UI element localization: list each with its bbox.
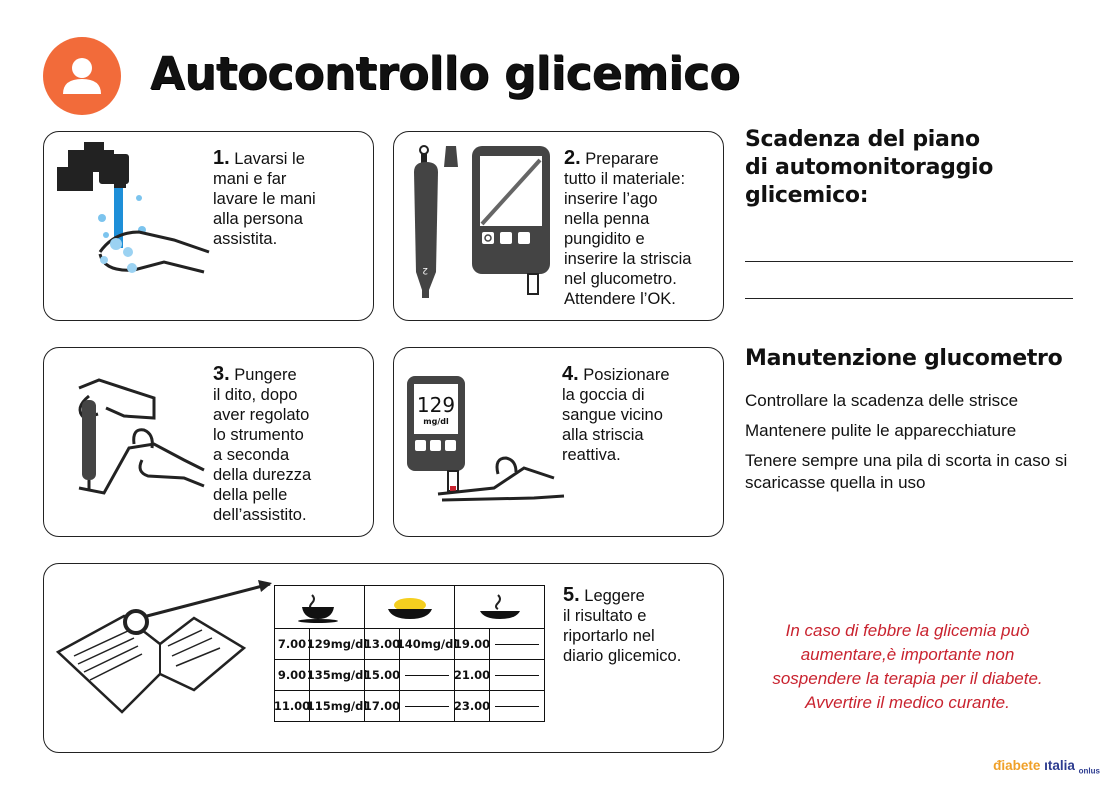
meter-reading: 129 <box>416 393 456 417</box>
maintenance-item: Controllare la scadenza delle strisce <box>745 391 1019 410</box>
expiry-line-1 <box>745 261 1073 262</box>
diabete-italia-logo: ᵭiabete ıtalia $_{onlus}$ <box>993 758 1100 776</box>
open-diary-magnifier-icon <box>44 564 284 752</box>
fever-warning-note: In caso di febbre la glicemia può aumentare,è importante non sospendere la terapia per il diabete. Avvertire il medico curante. <box>772 621 1043 712</box>
coffee-cup-icon <box>290 589 350 623</box>
empty-entry-line <box>405 675 449 676</box>
glucose-diary-table: 7.00 129mg/dl 13.00 140mg/dl 19.00 9.00 135mg/dl 15.00 21.00 11.00 115mg/dl 17.00 23.00 <box>274 585 545 722</box>
soup-plate-icon <box>470 589 530 623</box>
finger-prick-icon <box>44 348 219 536</box>
maintenance-item: Tenere sempre una pila di scorta in caso si scaricasse quella in uso <box>745 451 1068 492</box>
pasta-plate-icon <box>380 589 440 623</box>
step-text-2: 2. Preparare tutto il materiale: inserire l’ago nella penna pungidito e inserire la striscia nel glucometro. Attendere l’OK. <box>564 147 692 308</box>
step-text-3: 3. Pungere il dito, dopo aver regolato lo strumento a seconda della durezza della pelle dell’assistito. <box>213 363 312 524</box>
maintenance-list <box>745 390 1075 502</box>
maintenance-heading: Manutenzione glucometro <box>745 346 1063 371</box>
step-text-4: 4. Posizionare la goccia di sangue vicino alla striscia reattiva. <box>562 363 670 464</box>
step-card-2 <box>393 131 724 321</box>
header-person-icon <box>43 37 121 115</box>
lancet-depth-number: 2 <box>422 265 428 275</box>
step-card-4 <box>393 347 724 537</box>
step-text-5: 5. Leggere il risultato e riportarlo nel diario glicemico. <box>563 584 682 665</box>
page-title: Autocontrollo glicemico <box>150 47 740 100</box>
maintenance-item: Mantenere pulite le apparecchiature <box>745 421 1017 440</box>
step-card-5 <box>43 563 724 753</box>
blood-drop-strip-icon <box>394 348 569 536</box>
expiry-heading: Scadenza del piano di automonitoraggio glicemico: <box>745 127 994 208</box>
empty-entry-line <box>495 675 539 676</box>
person-icon <box>43 37 121 115</box>
lancing-pen-and-glucometer-icon <box>394 132 569 320</box>
meter-unit: mg/dl <box>423 417 449 426</box>
step-card-3 <box>43 347 374 537</box>
step-text-1: 1. Lavarsi le mani e far lavare le mani alla persona assistita. <box>213 147 316 248</box>
empty-entry-line <box>405 706 449 707</box>
empty-entry-line <box>495 644 539 645</box>
faucet-washing-hands-icon <box>44 132 219 320</box>
empty-entry-line <box>495 706 539 707</box>
step-card-1 <box>43 131 374 321</box>
expiry-line-2 <box>745 298 1073 299</box>
